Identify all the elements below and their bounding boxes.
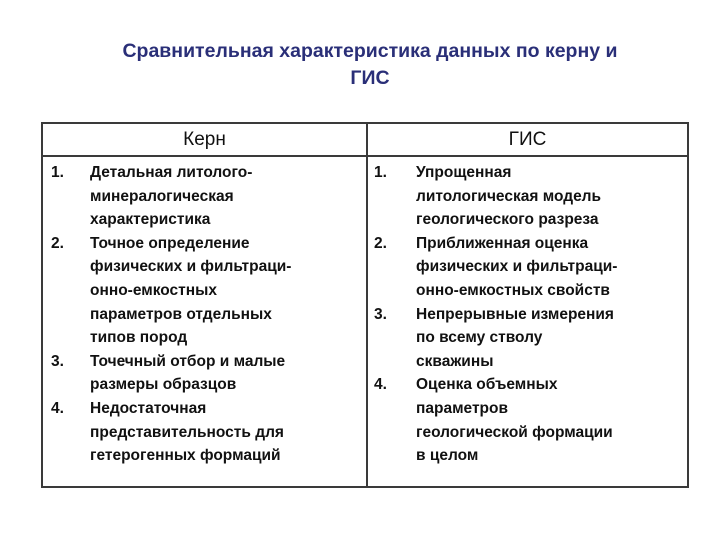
header-logging: ГИС xyxy=(508,129,547,150)
item-number: 1. xyxy=(374,164,387,181)
logging-item xyxy=(368,303,687,374)
header-divider xyxy=(43,155,687,157)
item-line: Упрощенная xyxy=(416,164,512,181)
logging-item xyxy=(368,373,687,467)
item-line: Недостаточная xyxy=(90,399,207,417)
item-line: параметров xyxy=(416,399,509,417)
item-text xyxy=(90,350,366,397)
item-line: представительность для xyxy=(90,423,284,441)
item-text xyxy=(416,161,687,232)
item-text xyxy=(416,373,687,467)
item-text xyxy=(416,232,687,303)
item-text xyxy=(90,397,366,468)
item-line: Точное определение xyxy=(90,234,250,252)
item-line: геологического разреза xyxy=(416,211,599,229)
item-line: физических и фильтраци- xyxy=(90,258,292,276)
logging-item xyxy=(368,232,687,303)
item-line: онно-емкостных xyxy=(90,281,217,299)
header-core: Керн xyxy=(183,129,226,150)
logging-column xyxy=(368,161,687,468)
item-line: скважины xyxy=(416,352,494,370)
item-text xyxy=(90,232,366,350)
item-number: 4. xyxy=(374,376,387,394)
item-line: Непрерывные измерения xyxy=(416,305,614,323)
item-line: геологической формации xyxy=(416,423,613,441)
item-number: 4. xyxy=(51,399,64,417)
item-line: Оценка объемных xyxy=(416,376,558,394)
item-text xyxy=(90,161,366,232)
logging-item xyxy=(368,161,687,232)
item-number: 2. xyxy=(374,234,387,252)
core-item xyxy=(43,232,366,350)
item-line: онно-емкостных свойств xyxy=(416,281,610,299)
item-line: гетерогенных формаций xyxy=(90,447,281,465)
item-line: минералогическая xyxy=(90,187,234,205)
comparison-table xyxy=(41,122,689,488)
item-line: по всему стволу xyxy=(416,329,543,347)
item-line: в целом xyxy=(416,447,479,465)
item-line: Точечный отбор и малые xyxy=(90,352,286,370)
item-line: размеры образцов xyxy=(90,376,237,394)
item-number: 3. xyxy=(51,352,64,370)
slide-title-line-2: ГИС xyxy=(350,67,390,89)
item-line: типов пород xyxy=(90,329,188,347)
slide-title xyxy=(40,38,700,92)
core-item xyxy=(43,397,366,468)
core-item xyxy=(43,161,366,232)
item-line: параметров отдельных xyxy=(90,305,272,323)
item-line: Детальная литолого- xyxy=(90,164,253,181)
slide-title-line-1: Сравнительная характеристика данных по керну и xyxy=(122,40,618,62)
item-text xyxy=(416,303,687,374)
item-number: 3. xyxy=(374,305,387,323)
item-line: характеристика xyxy=(90,211,211,229)
item-line: физических и фильтраци- xyxy=(416,258,618,276)
item-line: литологическая модель xyxy=(416,187,602,205)
core-column xyxy=(43,161,366,468)
item-number: 1. xyxy=(51,164,64,181)
core-item xyxy=(43,350,366,397)
item-number: 2. xyxy=(51,234,64,252)
item-line: Приближенная оценка xyxy=(416,234,589,252)
